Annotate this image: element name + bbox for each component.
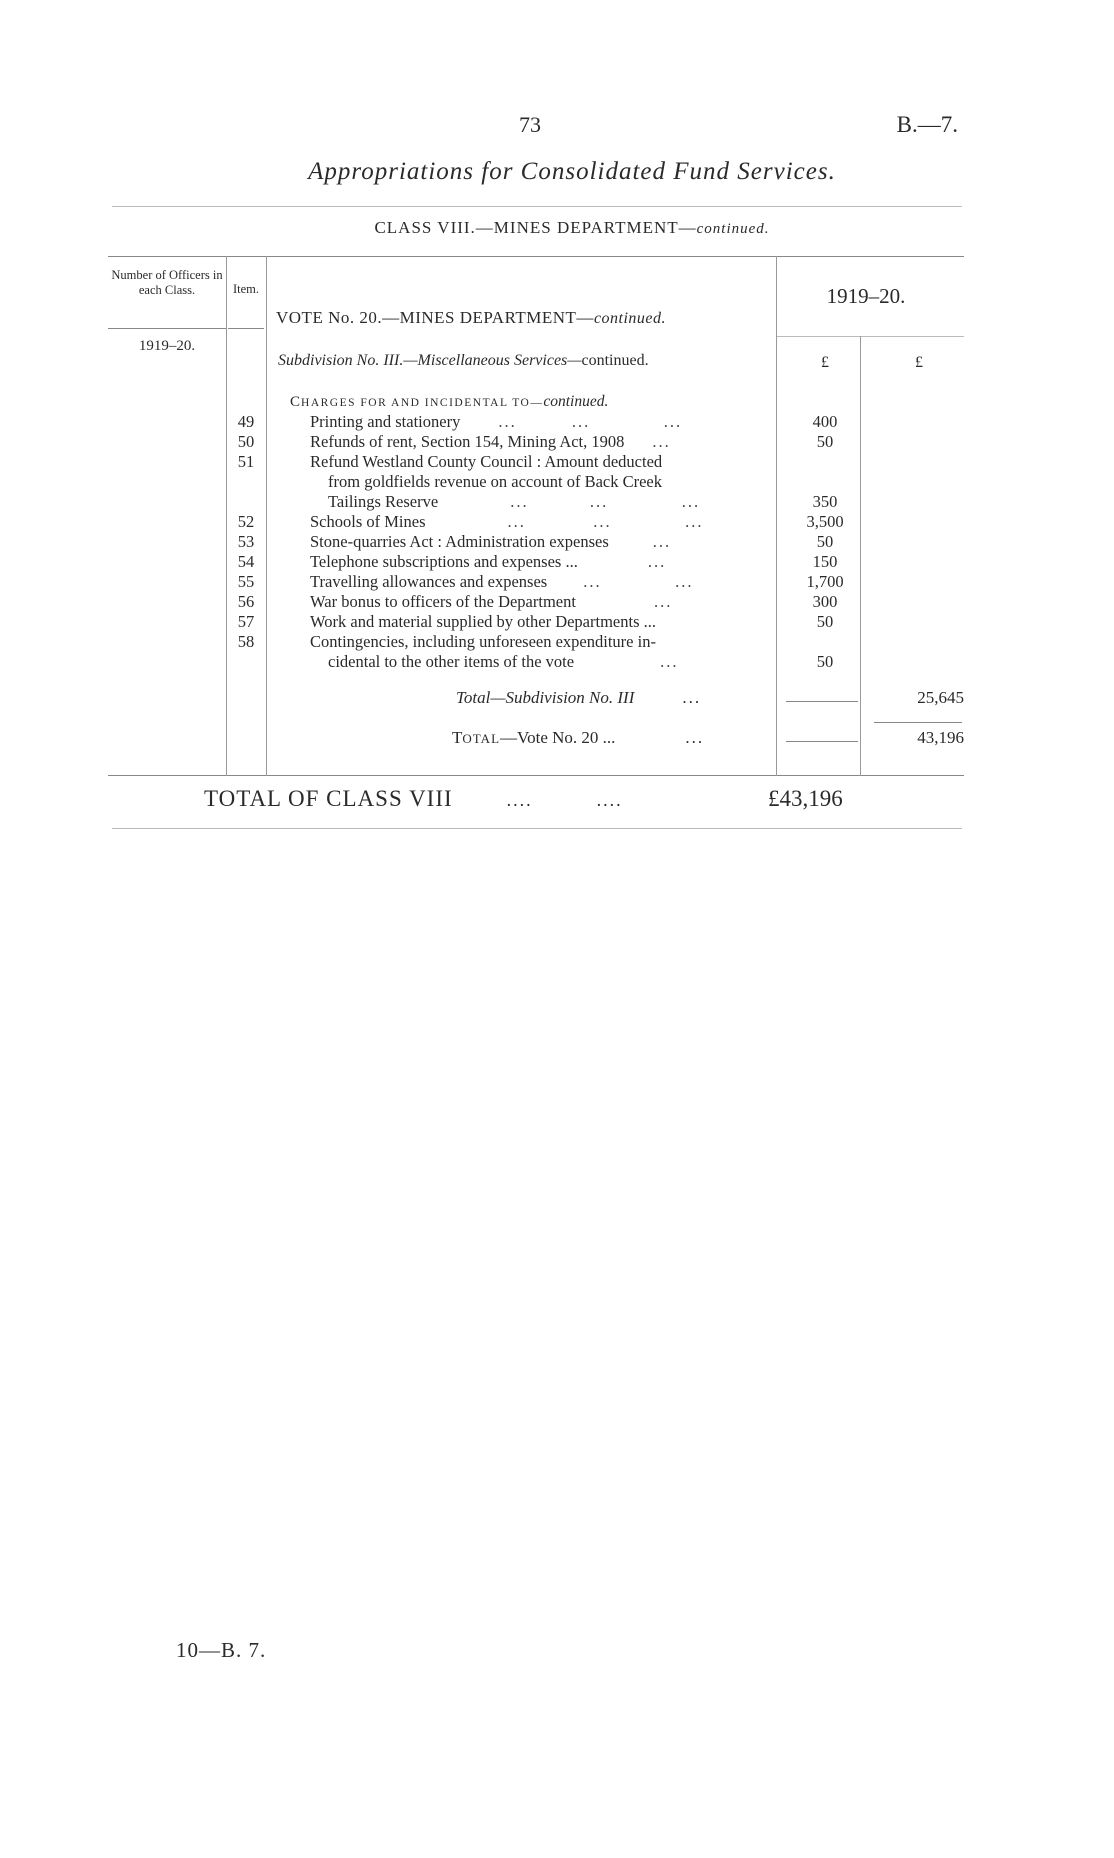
total-class-amount: £43,196: [768, 786, 843, 811]
item-amount: 50: [816, 612, 834, 631]
document-reference: B.—7.: [896, 112, 958, 137]
table-row: [226, 612, 834, 632]
charges-title-suffix: continued.: [543, 393, 609, 410]
table-row: [226, 532, 834, 552]
item-description: Refund Westland County Council : Amount deducted: [310, 452, 663, 471]
item-number: 50: [237, 432, 255, 451]
item-number: 52: [237, 512, 255, 531]
item-description-continued: from goldfields revenue on account of Back Creek: [328, 472, 663, 491]
rule-year-under: [776, 336, 964, 337]
total-class-dots-2: ....: [596, 790, 623, 810]
item-number: 53: [237, 532, 255, 551]
total-vote-amount: 43,196: [917, 728, 964, 747]
item-number: 51: [237, 452, 255, 471]
item-amount: 3,500: [806, 512, 844, 531]
item-amount: 150: [812, 552, 838, 571]
total-vote-smallcaps: OTAL: [462, 731, 501, 746]
items-list: [226, 412, 844, 672]
item-column-header: Item.: [232, 282, 260, 296]
item-description-continued: cidental to the other items of the vote ...: [328, 652, 679, 671]
footer-reference: 10—B. 7.: [176, 1638, 267, 1662]
item-amount: 50: [816, 532, 834, 551]
table-row: [226, 552, 838, 572]
table-row: [226, 572, 844, 592]
class-heading-suffix: continued.: [696, 221, 770, 237]
item-amount: 50: [816, 652, 834, 671]
total-vote-rest: —Vote No. 20 ...: [500, 728, 616, 747]
page-heading: Appropriations for Consolidated Fund Services.: [308, 158, 836, 185]
table-row: [226, 632, 786, 652]
total-subdivision-label: Total—Subdivision No. III: [456, 688, 635, 707]
item-description: Printing and stationery ... ... ...: [310, 412, 683, 431]
item-number: 55: [237, 572, 255, 591]
rule-table-top: [108, 256, 964, 257]
item-description: Telephone subscriptions and expenses ... ...: [310, 552, 667, 571]
class-heading-main: CLASS VIII.—MINES DEPARTMENT—: [374, 218, 697, 237]
total-subdivision: Total—Subdivision No. III ...: [456, 688, 702, 707]
charges-title-smallcaps: HARGES FOR AND INCIDENTAL TO—: [301, 397, 544, 409]
item-amount: 400: [812, 412, 838, 431]
item-description-continued: Tailings Reserve ... ... ...: [328, 492, 701, 511]
currency-symbol-totals: £: [915, 354, 923, 371]
table-row-continuation: [226, 472, 786, 492]
item-description: Travelling allowances and expenses ... ...: [310, 572, 694, 591]
amount-year-header: 1919–20.: [826, 284, 906, 308]
table-row: [226, 512, 844, 532]
officers-column-header: Number of Officers in each Class.: [111, 268, 223, 297]
item-description: Work and material supplied by other Departments ...: [310, 612, 656, 631]
table-row-continuation: [226, 492, 838, 512]
table-row: [226, 592, 838, 612]
item-description: Refunds of rent, Section 154, Mining Act, 1908 ...: [310, 432, 671, 451]
table-row-continuation: [226, 652, 834, 672]
item-number: 56: [237, 592, 255, 611]
rule-top: [112, 206, 962, 207]
rule-item-under: [228, 328, 264, 329]
item-description: Contingencies, including unforeseen expenditure in-: [310, 632, 656, 651]
rule-officers-under: [108, 328, 226, 329]
total-vote-lead: T: [452, 728, 463, 747]
charges-title: [290, 393, 608, 411]
item-description: War bonus to officers of the Department ...: [310, 592, 673, 611]
item-amount: 350: [812, 492, 838, 511]
charges-title-lead: C: [290, 394, 302, 410]
rule-total-sub: [786, 701, 858, 702]
total-class: [204, 786, 623, 812]
officers-year-label: 1919–20.: [138, 338, 196, 354]
item-amount: 50: [816, 432, 834, 451]
total-vote: TOTAL—Vote No. 20 ... ...: [452, 728, 705, 747]
total-class-dots-1: ....: [506, 790, 533, 810]
rule-page-bottom: [112, 828, 962, 829]
item-amount: 1,700: [806, 572, 844, 591]
rule-table-bottom: [108, 775, 964, 776]
item-description: Schools of Mines ... ... ...: [310, 512, 704, 531]
vote-title-suffix: continued.: [593, 310, 667, 327]
item-description: Stone-quarries Act : Administration expenses ...: [310, 532, 672, 551]
rule-total-vote: [786, 741, 858, 742]
item-number: 54: [237, 552, 255, 571]
page-number: 73: [519, 112, 541, 137]
subdivision-heading: [278, 352, 649, 370]
rule-total-sub-amt: [874, 722, 962, 723]
table-row: [226, 452, 786, 472]
vote-title: [276, 308, 766, 328]
table-row: [226, 412, 838, 432]
item-number: 49: [237, 412, 255, 431]
currency-symbol-items: £: [821, 354, 829, 371]
table-row: [226, 432, 834, 452]
class-heading: [0, 218, 1114, 238]
total-subdivision-amount: 25,645: [917, 688, 964, 707]
subdivision-suffix: continued.: [581, 352, 649, 369]
item-number: 58: [237, 632, 255, 651]
item-number: 57: [237, 612, 255, 631]
item-amount: 300: [812, 592, 838, 611]
total-class-label: TOTAL OF CLASS VIII: [204, 786, 453, 811]
subdivision-title: Subdivision No. III.—Miscellaneous Services—: [278, 352, 582, 369]
vote-title-main: VOTE No. 20.—MINES DEPARTMENT—: [276, 308, 594, 327]
